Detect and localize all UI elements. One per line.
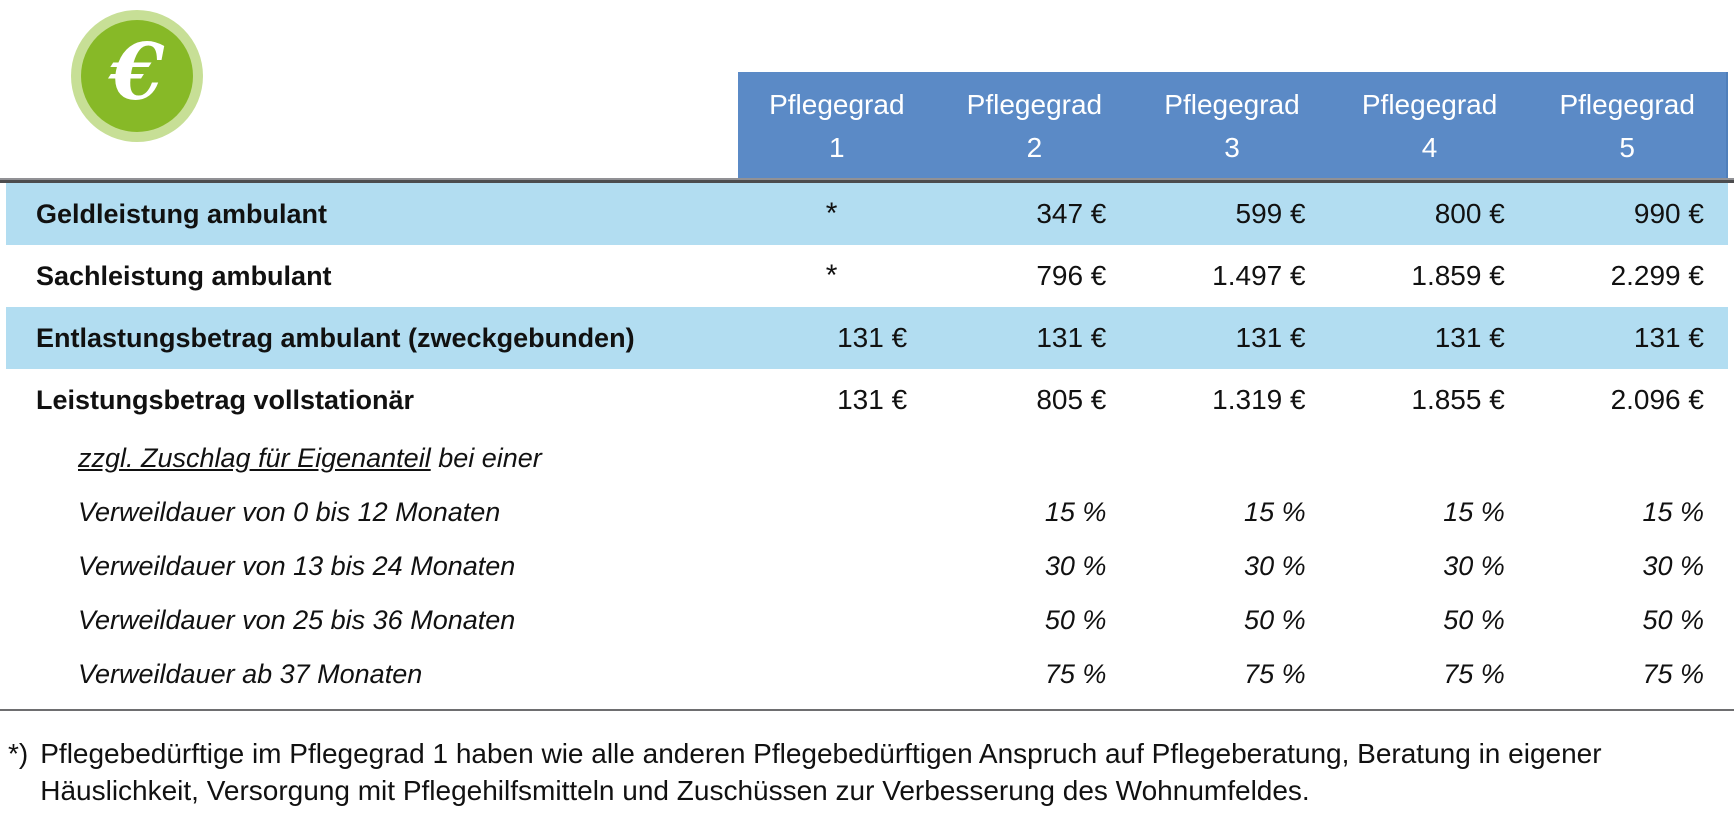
table-header-row [738, 72, 1728, 178]
cell-value: 50 % [1443, 604, 1505, 635]
row-label-underlined: zzgl. Zuschlag für Eigenanteil [78, 442, 431, 473]
euro-icon-inner-circle [81, 20, 193, 132]
column-header-number: 4 [1421, 131, 1438, 163]
column-header-pflegegrad-5 [1528, 72, 1726, 178]
row-label: Verweildauer ab 37 Monaten [78, 658, 423, 689]
footnote-line-2: Häuslichkeit, Versorgung mit Pflegehilfsmitteln und Zuschüssen zur Verbesserung des Wohnumfeldes. [40, 775, 1310, 806]
row-label: Verweildauer von 13 bis 24 Monaten [78, 550, 516, 581]
cell-value: 1.319 € [1212, 384, 1306, 415]
cell-value: 1.859 € [1411, 260, 1505, 291]
cell-value: 131 € [1633, 322, 1704, 353]
table-row-verweildauer-0-12 [6, 485, 1728, 539]
table-row-sachleistung [6, 245, 1728, 307]
cell-value: 30 % [1443, 550, 1505, 581]
column-header-label: Pflegegrad [1361, 88, 1498, 120]
euro-icon [71, 10, 203, 142]
cell-value: 2.299 € [1610, 260, 1704, 291]
cell-value: 599 € [1235, 198, 1306, 229]
cell-value: 800 € [1434, 198, 1505, 229]
cell-value: 1.497 € [1212, 260, 1306, 291]
column-header-pflegegrad-3 [1133, 72, 1331, 178]
cell-value: * [825, 197, 838, 230]
row-label: Geldleistung ambulant [36, 198, 328, 229]
table-row-leistungsbetrag [6, 369, 1728, 431]
column-header-pflegegrad-1 [738, 72, 936, 178]
column-header-number: 1 [829, 131, 845, 163]
cell-value: * [825, 259, 838, 292]
row-label: Verweildauer von 0 bis 12 Monaten [78, 496, 501, 527]
cell-value: 50 % [1642, 604, 1704, 635]
table-row-verweildauer-13-24 [6, 539, 1728, 593]
footnote-line-1: Pflegebedürftige im Pflegegrad 1 haben wie alle anderen Pflegebedürftigen Anspruch auf Pflegeberatung, Beratung in eigener [40, 738, 1602, 769]
cell-value: 30 % [1244, 550, 1306, 581]
table-row-geldleistung [6, 183, 1728, 245]
cell-value: 50 % [1244, 604, 1306, 635]
footnote-text [40, 735, 1601, 809]
row-label: Sachleistung ambulant [36, 260, 332, 291]
column-header-label: Pflegegrad [769, 88, 905, 120]
cell-value: 75 % [1244, 658, 1306, 689]
column-header-pflegegrad-2 [936, 72, 1134, 178]
cell-value: 131 € [1235, 322, 1306, 353]
cell-value: 131 € [837, 322, 908, 353]
footnote [8, 735, 1628, 809]
column-header-number: 3 [1224, 131, 1240, 163]
cell-value: 131 € [1434, 322, 1505, 353]
cell-value: 15 % [1443, 496, 1505, 527]
cell-value: 131 € [837, 384, 908, 415]
cell-value: 15 % [1244, 496, 1306, 527]
row-label: Leistungsbetrag vollstationär [36, 384, 415, 415]
table-row-zuschlag-heading [6, 431, 1728, 485]
column-header-number: 5 [1619, 131, 1635, 163]
cell-value: 2.096 € [1610, 384, 1704, 415]
row-label: Verweildauer von 25 bis 36 Monaten [78, 604, 516, 635]
cell-value: 990 € [1633, 198, 1704, 229]
table-row-verweildauer-ab-37 [6, 647, 1728, 701]
cell-value: 15 % [1642, 496, 1704, 527]
table-row-entlastungsbetrag [6, 307, 1728, 369]
cell-value: 1.855 € [1411, 384, 1505, 415]
column-header-label: Pflegegrad [1559, 88, 1695, 120]
cell-value: 75 % [1642, 658, 1704, 689]
cell-value: 30 % [1642, 550, 1704, 581]
cell-value: 796 € [1036, 260, 1107, 291]
euro-symbol: € [109, 27, 165, 118]
cell-value: 805 € [1036, 384, 1107, 415]
cell-value: 50 % [1044, 604, 1107, 635]
cell-value: 75 % [1044, 658, 1107, 689]
cell-value: 347 € [1036, 198, 1107, 229]
footnote-marker: *) [8, 738, 29, 769]
column-header-label: Pflegegrad [966, 88, 1103, 120]
row-label: Entlastungsbetrag ambulant (zweckgebunden) [36, 322, 635, 353]
column-header-pflegegrad-4 [1331, 72, 1529, 178]
row-label-rest: bei einer [430, 442, 542, 473]
table-bottom-divider-line [0, 709, 1734, 711]
table-row-verweildauer-25-36 [6, 593, 1728, 647]
column-header-label: Pflegegrad [1164, 88, 1300, 120]
cell-value: 30 % [1044, 550, 1107, 581]
cell-value: 15 % [1044, 496, 1107, 527]
cell-value: 131 € [1036, 322, 1107, 353]
column-header-number: 2 [1026, 131, 1043, 163]
row-label [6, 443, 732, 474]
cell-value: 75 % [1443, 658, 1505, 689]
